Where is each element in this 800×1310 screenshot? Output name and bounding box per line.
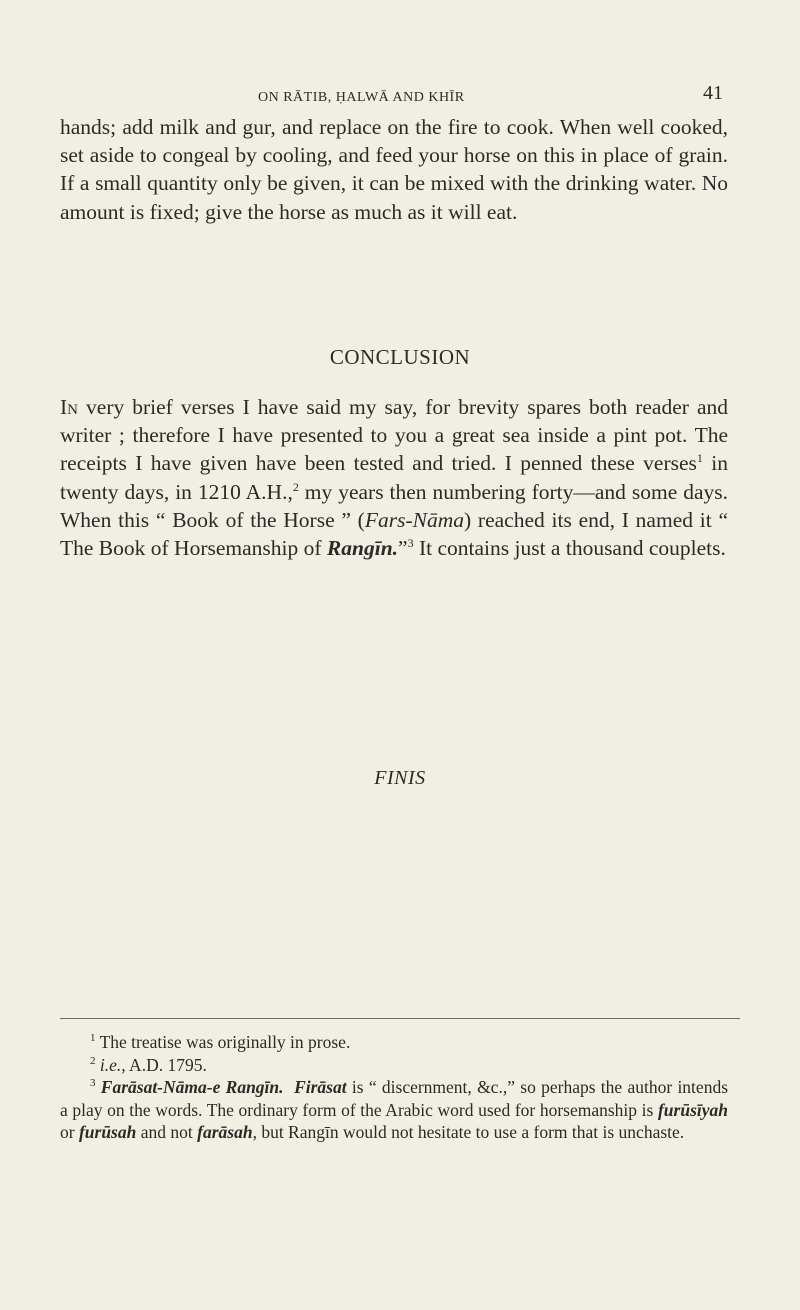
footnote-1-number: 1 xyxy=(90,1032,96,1045)
footnote-2-text: A.D. 1795. xyxy=(125,1054,207,1075)
footnote-3-number: 3 xyxy=(90,1077,96,1090)
footnote-2-ie: i.e., xyxy=(99,1054,126,1075)
running-head: ON RĀTIB, ḤALWĀ AND KHĪR xyxy=(258,90,465,105)
paragraph-conclusion xyxy=(60,393,728,562)
footnote-3 xyxy=(60,1076,728,1144)
conclusion-text-c: my years then numbering forty—and some days. When this “ Book of the Horse ” ( xyxy=(60,479,728,532)
conclusion-text-e: ” xyxy=(398,536,408,561)
rangin-name: Rangīn. xyxy=(326,536,399,561)
footnote-3-farasah: farāsah xyxy=(197,1122,253,1142)
footnote-3-and-not: and not xyxy=(136,1122,198,1142)
footnote-3-or: or xyxy=(60,1122,79,1142)
footnote-3-text-b: , but Rangīn would not hesitate to use a form that is unchaste. xyxy=(252,1122,685,1142)
conclusion-text-d: ) reached its end, I named it “ The Book of Horsemanship of xyxy=(60,507,728,561)
footnote-2 xyxy=(60,1054,728,1077)
conclusion-text-b: in twenty days, in 1210 A.H., xyxy=(60,451,728,504)
footnote-ref-2: 2 xyxy=(292,479,299,494)
conclusion-first-word: In xyxy=(60,395,78,419)
footnote-1 xyxy=(60,1031,728,1054)
fars-nama-title: Fars-Nāma xyxy=(364,507,464,532)
finis: FINIS xyxy=(374,767,426,789)
footnote-3-furusiyah: furūsīyah xyxy=(657,1099,728,1120)
footnote-3-text-a: is “ discernment, &c.,” so perhaps the author intends a play on the words. The ordinary form of the Arabic word used for horsemanship is xyxy=(60,1077,728,1120)
footnote-1-text: The treatise was originally in prose. xyxy=(99,1032,351,1052)
conclusion-text-f: It contains just a thousand couplets. xyxy=(413,536,726,561)
footnote-ref-1: 1 xyxy=(696,451,703,466)
paragraph-recipe-end: hands; add milk and gur, and replace on the fire to cook. When well cooked, set aside to congeal by cooling, and feed your horse on this in place of grain. If a small quantity only be given, it can be mixed with the drinking water. No amount is fixed; give the horse as much as it will eat. xyxy=(60,115,728,224)
footnote-3-title: Farāsat-Nāma-e Rangīn. xyxy=(100,1077,284,1097)
conclusion-text-a: very brief verses I have said my say, for brevity spares both reader and writer ; therefore I have presented to you a great sea inside a pint pot. The receipts I have given have been tested and tried. I penned these verses xyxy=(60,395,728,476)
page-number: 41 xyxy=(703,82,723,104)
footnote-rule xyxy=(60,1018,740,1019)
footnotes xyxy=(60,1031,728,1144)
footnote-3-furusah: furūsah xyxy=(78,1122,137,1142)
section-heading-conclusion: CONCLUSION xyxy=(329,345,471,369)
footnote-3-firasat: Firāsat xyxy=(294,1077,347,1097)
footnote-2-number: 2 xyxy=(90,1054,96,1067)
footnote-ref-3: 3 xyxy=(407,535,414,550)
